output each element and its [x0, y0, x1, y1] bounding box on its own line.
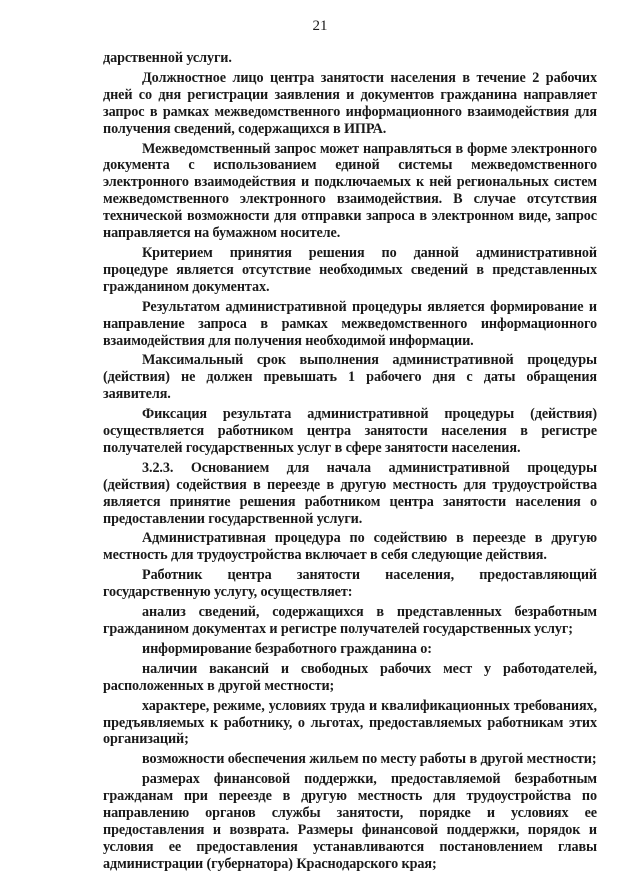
- document-body: [103, 50, 597, 876]
- list-item-financial-support: размерах финансовой поддержки, предоставляемой безработным гражданам при переезде в другую местность для трудоустройства по направлению органов службы занятости, порядке и условиях ее предоставления и возврата. Размеры финансовой поддержки, порядок и условия ее предоставления устанавливаются постановлением главы администрации (губернатора) Краснодарского края;: [103, 771, 597, 872]
- page-number: 21: [312, 18, 328, 34]
- paragraph-procedure-actions: Административная процедура по содействию в переезде в другую местность для трудоустройства включает в себя следующие действия.: [103, 530, 597, 564]
- paragraph-result-recording: Фиксация результата административной процедуры (действия) осуществляется работником центра занятости населения в регистре получателей государственных услуг в сфере занятости населения.: [103, 406, 597, 456]
- list-item-vacancies: наличии вакансий и свободных рабочих мест у работодателей, расположенных в другой местности;: [103, 660, 597, 694]
- list-item-informing: информирование безработного гражданина о:: [142, 640, 432, 657]
- paragraph-section-3-2-3: 3.2.3. Основанием для начала административной процедуры (действия) содействия в переезде в другую местность для трудоустройства является принятие решения работником центра занятости населения о предоставлении государственной услуги.: [103, 459, 597, 527]
- list-item-analysis: анализ сведений, содержащихся в представленных безработным гражданином документах и регистре получателей государственных услуг;: [103, 604, 597, 637]
- paragraph-max-duration: Максимальный срок выполнения административной процедуры (действия) не должен превышать 1 рабочего дня с даты обращения заявителя.: [103, 352, 597, 403]
- paragraph-continuation: дарственной услуги.: [103, 50, 232, 66]
- paragraph-worker-performs: Работник центра занятости населения, предоставляющий государственную услугу, осуществляет:: [103, 567, 597, 601]
- paragraph-request-deadline: Должностное лицо центра занятости населения в течение 2 рабочих дней со дня регистрации заявления и документов гражданина направляет запрос в рамках межведомственного информационного взаимодействия для получения сведений, содержащихся в ИПРА.: [103, 69, 597, 137]
- list-item-housing: возможности обеспечения жильем по месту работы в другой местности;: [142, 751, 597, 768]
- list-item-work-conditions: характере, режиме, условиях труда и квалификационных требованиях, предъявляемых к работнику, о льготах, предоставляемых работникам этих организаций;: [103, 697, 597, 748]
- paragraph-procedure-result: Результатом административной процедуры является формирование и направление запроса в рамках межведомственного информационного взаимодействия для получения необходимой информации.: [103, 298, 597, 349]
- paragraph-electronic-request: Межведомственный запрос может направляться в форме электронного документа с использованием единой системы межведомственного электронного взаимодействия и подключаемых к ней региональных систем межведомственного электронного взаимодействия. В случае отсутствия технической возможности для отправки запроса в электронном виде, запрос направляется на бумажном носителе.: [103, 140, 597, 242]
- paragraph-decision-criterion: Критерием принятия решения по данной административной процедуре является отсутствие необходимых сведений в представленных гражданином документах.: [103, 244, 597, 295]
